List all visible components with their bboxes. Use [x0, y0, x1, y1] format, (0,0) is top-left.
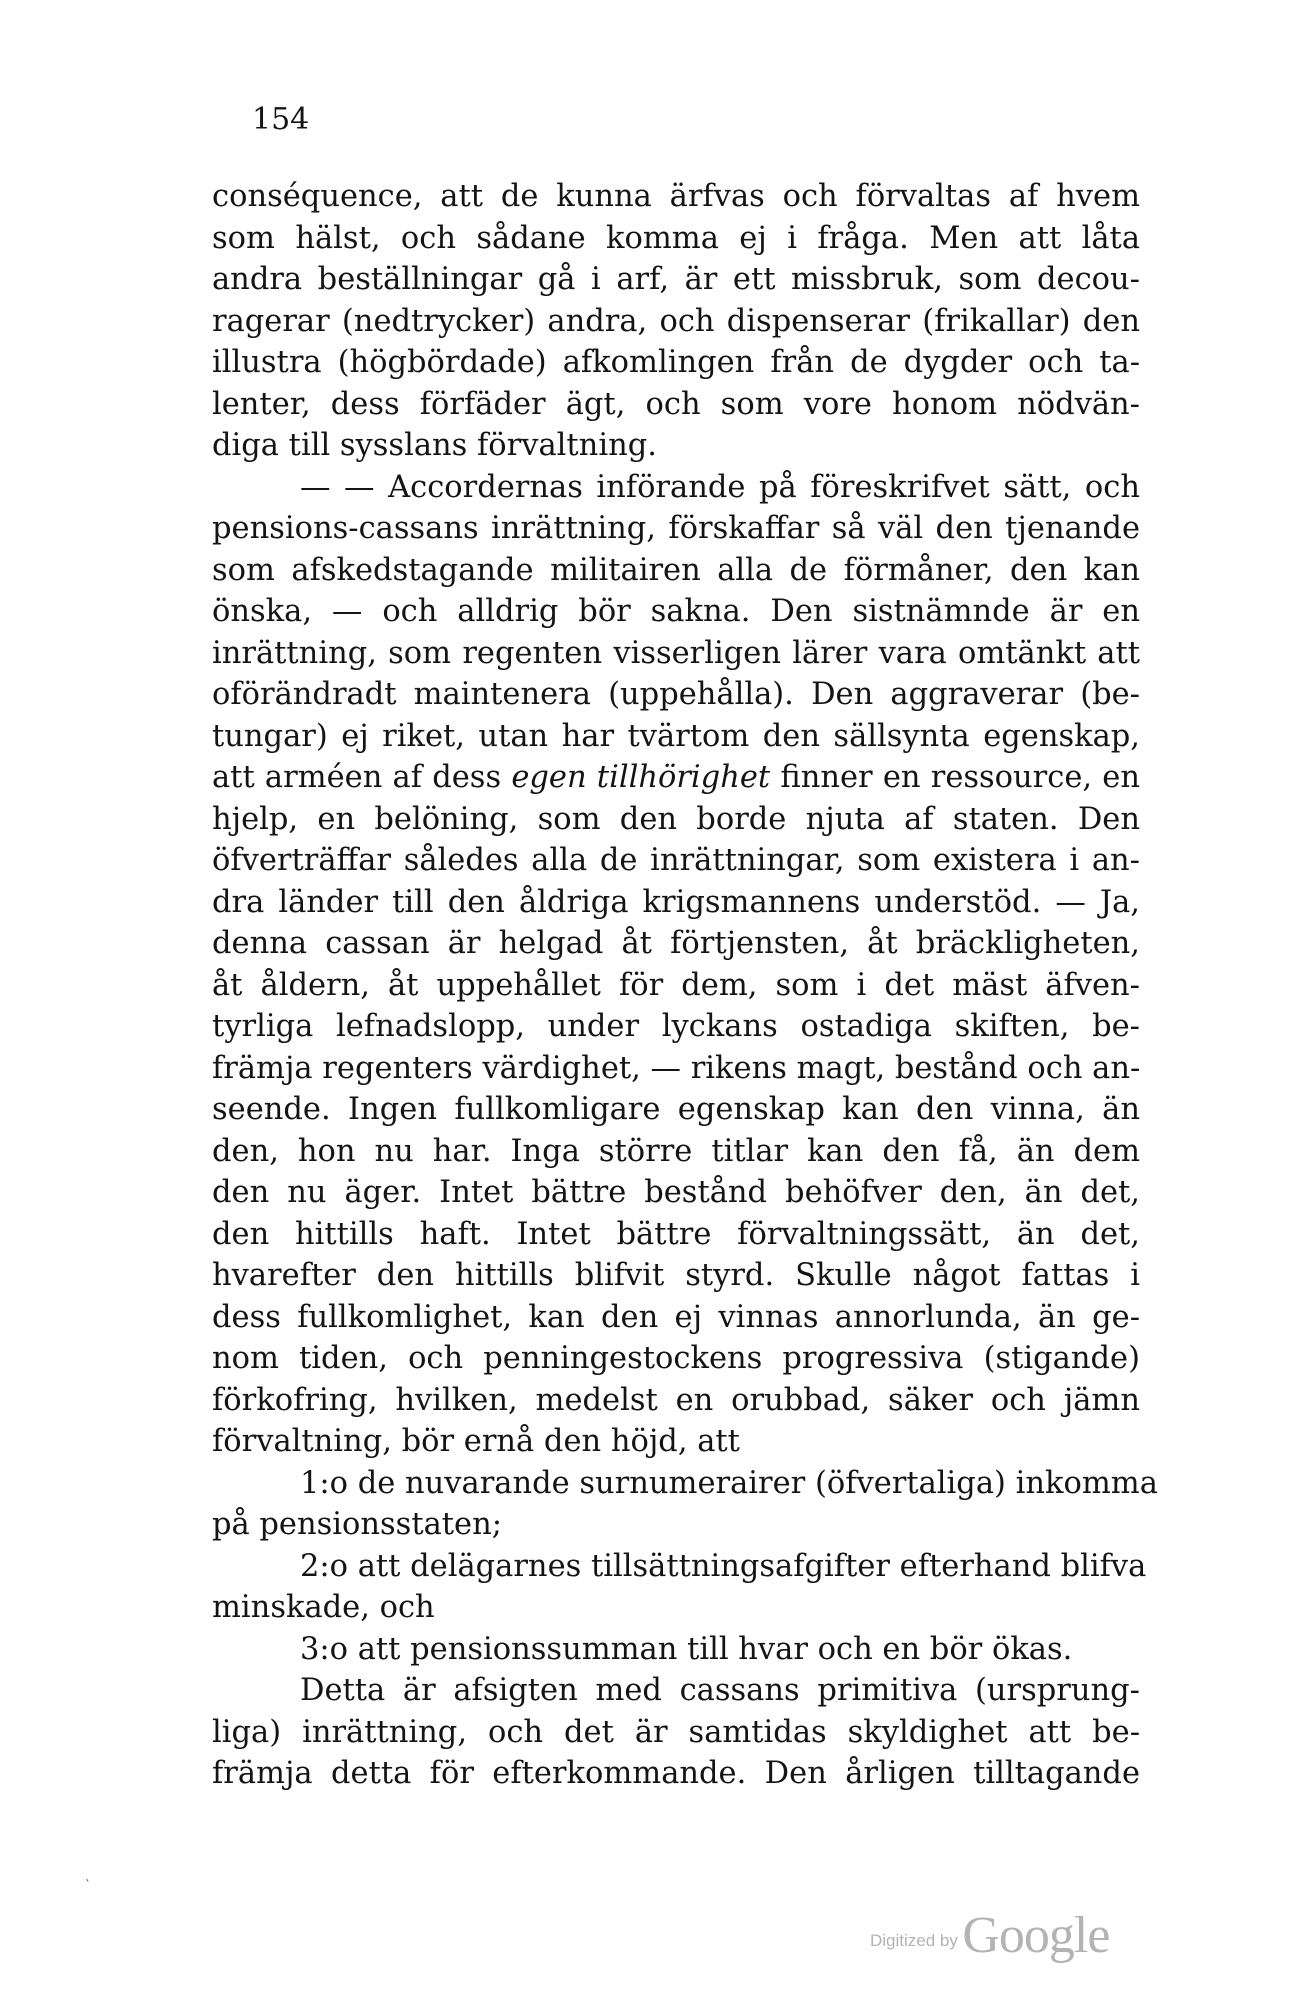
text-line: nom tiden, och penningestockens progressiva (stigande): [212, 1341, 1140, 1376]
list-item-1: 1:o de nuvarande surnumerairer (öfvertaliga) inkomma: [300, 1465, 1158, 1501]
text-line: som hälst, och sådane komma ej i fråga. Men att låta: [212, 220, 1140, 256]
watermark-prefix: Digitized by: [870, 1931, 958, 1950]
text-line: pensions-cassans inrättning, förskaffar så väl den tjenande: [212, 511, 1140, 546]
digitized-watermark: [870, 1906, 1109, 1965]
text-line: andra beställningar gå i arf, är ett missbruk, som decou-: [212, 262, 1140, 297]
text-line: hjelp, en belöning, som den borde njuta af staten. Den: [212, 801, 1140, 837]
text-line: diga till sysslans förvaltning.: [212, 428, 657, 463]
text-line: dra länder till den åldriga krigsmannens understöd. — Ja,: [212, 884, 1140, 920]
text-line: oförändradt maintenera (uppehålla). Den aggraverar (be-: [212, 677, 1140, 712]
text-line: tungar) ej riket, utan har tvärtom den sällsynta egenskap,: [212, 718, 1140, 754]
text-line: främja regenters värdighet, — rikens magt, bestånd och an-: [212, 1050, 1141, 1086]
list-item-2: 2:o att delägarnes tillsättningsafgifter efterhand blifva: [300, 1548, 1147, 1584]
text-line: som afskedstagande militairen alla de förmåner, den kan: [212, 552, 1140, 588]
text-line: åt åldern, åt uppehållet för dem, som i det mäst äfven-: [212, 967, 1140, 1003]
text-segment: finner en ressource, en: [770, 760, 1140, 795]
text-line: ragerar (nedtrycker) andra, och dispenserar (frikallar) den: [212, 303, 1140, 339]
text-segment: att arméen af dess: [212, 760, 512, 795]
list-item-3: 3:o att pensionssumman till hvar och en bör ökas.: [300, 1631, 1073, 1667]
text-line: liga) inrättning, och det är samtidas skyldighet att be-: [212, 1714, 1140, 1750]
text-line: lenter, dess förfäder ägt, och som vore honom nödvän-: [212, 386, 1140, 422]
text-line: Detta är afsigten med cassans primitiva (ursprung-: [300, 1673, 1140, 1708]
text-line: hvarefter den hittills blifvit styrd. Skulle något fattas i: [212, 1258, 1140, 1293]
text-line: tyrliga lefnadslopp, under lyckans ostadiga skiften, be-: [212, 1009, 1140, 1044]
text-line: den hittills haft. Intet bättre förvaltningssätt, än det,: [212, 1216, 1140, 1252]
text-line: förvaltning, bör ernå den höjd, att: [212, 1424, 740, 1459]
text-line-with-italic: [212, 757, 1140, 799]
text-line: den nu äger. Intet bättre bestånd behöfver den, än det,: [212, 1175, 1140, 1210]
scan-mark: `: [85, 1878, 91, 1892]
text-line: conséquence, att de kunna ärfvas och förvaltas af hvem: [212, 179, 1140, 214]
text-line: illustra (högbördade) afkomlingen från de dygder och ta-: [212, 345, 1140, 380]
text-line: denna cassan är helgad åt förtjensten, åt bräckligheten,: [212, 926, 1140, 961]
text-line: seende. Ingen fullkomligare egenskap kan den vinna, än: [212, 1092, 1140, 1127]
body-text: [212, 176, 1158, 1795]
text-line: på pensionsstaten;: [212, 1507, 503, 1542]
italic-phrase: egen tillhörighet: [511, 760, 771, 795]
text-line: den, hon nu har. Inga större titlar kan den få, än dem: [212, 1133, 1140, 1169]
text-line: inrättning, som regenten visserligen lärer vara omtänkt att: [212, 635, 1140, 671]
text-line: främja detta för efterkommande. Den årligen tilltagande: [212, 1756, 1140, 1791]
text-line: — — Accordernas införande på föreskrifvet sätt, och: [300, 469, 1140, 505]
text-line: dess fullkomlighet, kan den ej vinnas annorlunda, än ge-: [212, 1299, 1140, 1335]
text-line: öfverträffar således alla de inrättningar, som existera i an-: [212, 843, 1140, 878]
text-line: önska, — och alldrig bör sakna. Den sistnämnde är en: [212, 594, 1140, 629]
page-number: 154: [252, 102, 310, 137]
google-logo: Google: [962, 1907, 1110, 1964]
text-line: minskade, och: [212, 1590, 435, 1625]
text-line: förkofring, hvilken, medelst en orubbad, säker och jämn: [212, 1382, 1140, 1418]
